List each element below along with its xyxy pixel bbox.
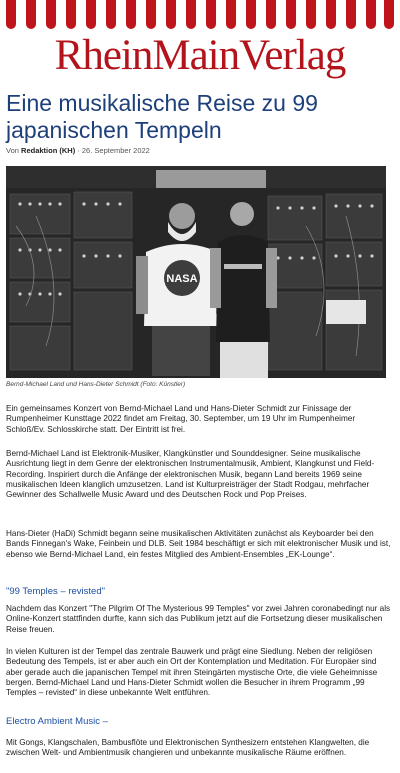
meta-separator: · — [77, 146, 80, 155]
byline-prefix: Von — [6, 146, 19, 155]
paragraph-land: Bernd-Michael Land ist Elektronik-Musiker, Klangkünstler und Sounddesigner. Seine musikalische Ausrichtung liegt in dem Genre der elektronischen Instrumentalmusik, Ambient, Klangkunst und Field-Recording. Inspiriert durch die Anfänge der elektronischen Musik, begann Land bereits 1969 seine musikalischen Ideen klanglich umzusetzen. Land ist Kulturpreisträger der Stadt Rodgau, mehrfacher Gewinner des Schallwelle Music Award und des Deutschen Rock und Pop Preises. — [6, 449, 375, 500]
site-logo[interactable]: RheinMainVerlag — [54, 32, 346, 79]
shirt-logo: NASA — [166, 273, 198, 285]
photo-illustration — [6, 166, 386, 378]
article-photo — [6, 166, 386, 378]
paragraph-concert: Nachdem das Konzert "The Pilgrim Of The Mysterious 99 Temples" vor zwei Jahren coronabedingt nur als Online-Konzert stattfinden durfte, kann sich das Publikum jetzt auf die Fortsetzung dieser musikalischen Reise freuen. — [6, 604, 391, 634]
article-meta — [6, 146, 150, 155]
stripe-pattern — [4, 0, 396, 34]
paragraph-schmidt: Hans-Dieter (HaDi) Schmidt begann seine musikalischen Aktivitäten zunächst als Keyboarder bei den Bands Finnegan's Wake, Feinbein und DLB. Seit 1984 beschäftigt er sich mit elektronischer Musik und ist, ebenso wie Bernd-Michael Land, ein festes Mitglied des Ambient-Ensembles „EK-Lounge“. — [6, 529, 391, 559]
paragraph-culture: In vielen Kulturen ist der Tempel das zentrale Bauwerk und prägt eine Siedlung. Neben der religiösen Bedeutung des Tempels, ist er aber auch ein Ort der Kontemplation und Meditation. Für Europäer sind aber gerade auch die japanischen Tempel mit ihren Steingärten mystische Orte, die viele Geheimnisse bergen. Bernd-Michael Land und Hans-Dieter Schmidt wollen die Besucher in ihrem Programm „99 Temples – revisted“ in diese unbekannte Welt entführen. — [6, 647, 378, 698]
subheading-temples: "99 Temples – revisted" — [6, 586, 105, 597]
paragraph-intro: Ein gemeinsames Konzert von Bernd-Michael Land und Hans-Dieter Schmidt zur Finissage der Rumpenheimer Kunsttage 2022 findet am Freitag, 30. September, um 19 Uhr im Rumpenheimer Schloß/Ev. Schlosskirche statt. Der Eintritt ist frei. — [6, 404, 356, 434]
article-title: Eine musikalische Reise zu 99 japanischen Tempeln — [6, 90, 318, 143]
author-link[interactable]: Redaktion (KH) — [21, 146, 76, 155]
subheading-ambient: Electro Ambient Music – — [6, 716, 108, 727]
photo-caption: Bernd-Michael Land und Hans-Dieter Schmidt (Foto: Künstler) — [6, 381, 186, 388]
paragraph-sounds: Mit Gongs, Klangschalen, Bambusflöte und Elektronischen Synthesizern entstehen Klangwelten, die zwischen Welt- und Ambientmusik changieren und unbekannte musikalische Räume eröffnen. — [6, 738, 370, 758]
masthead — [0, 0, 400, 84]
publish-date: 26. September 2022 — [81, 146, 150, 155]
